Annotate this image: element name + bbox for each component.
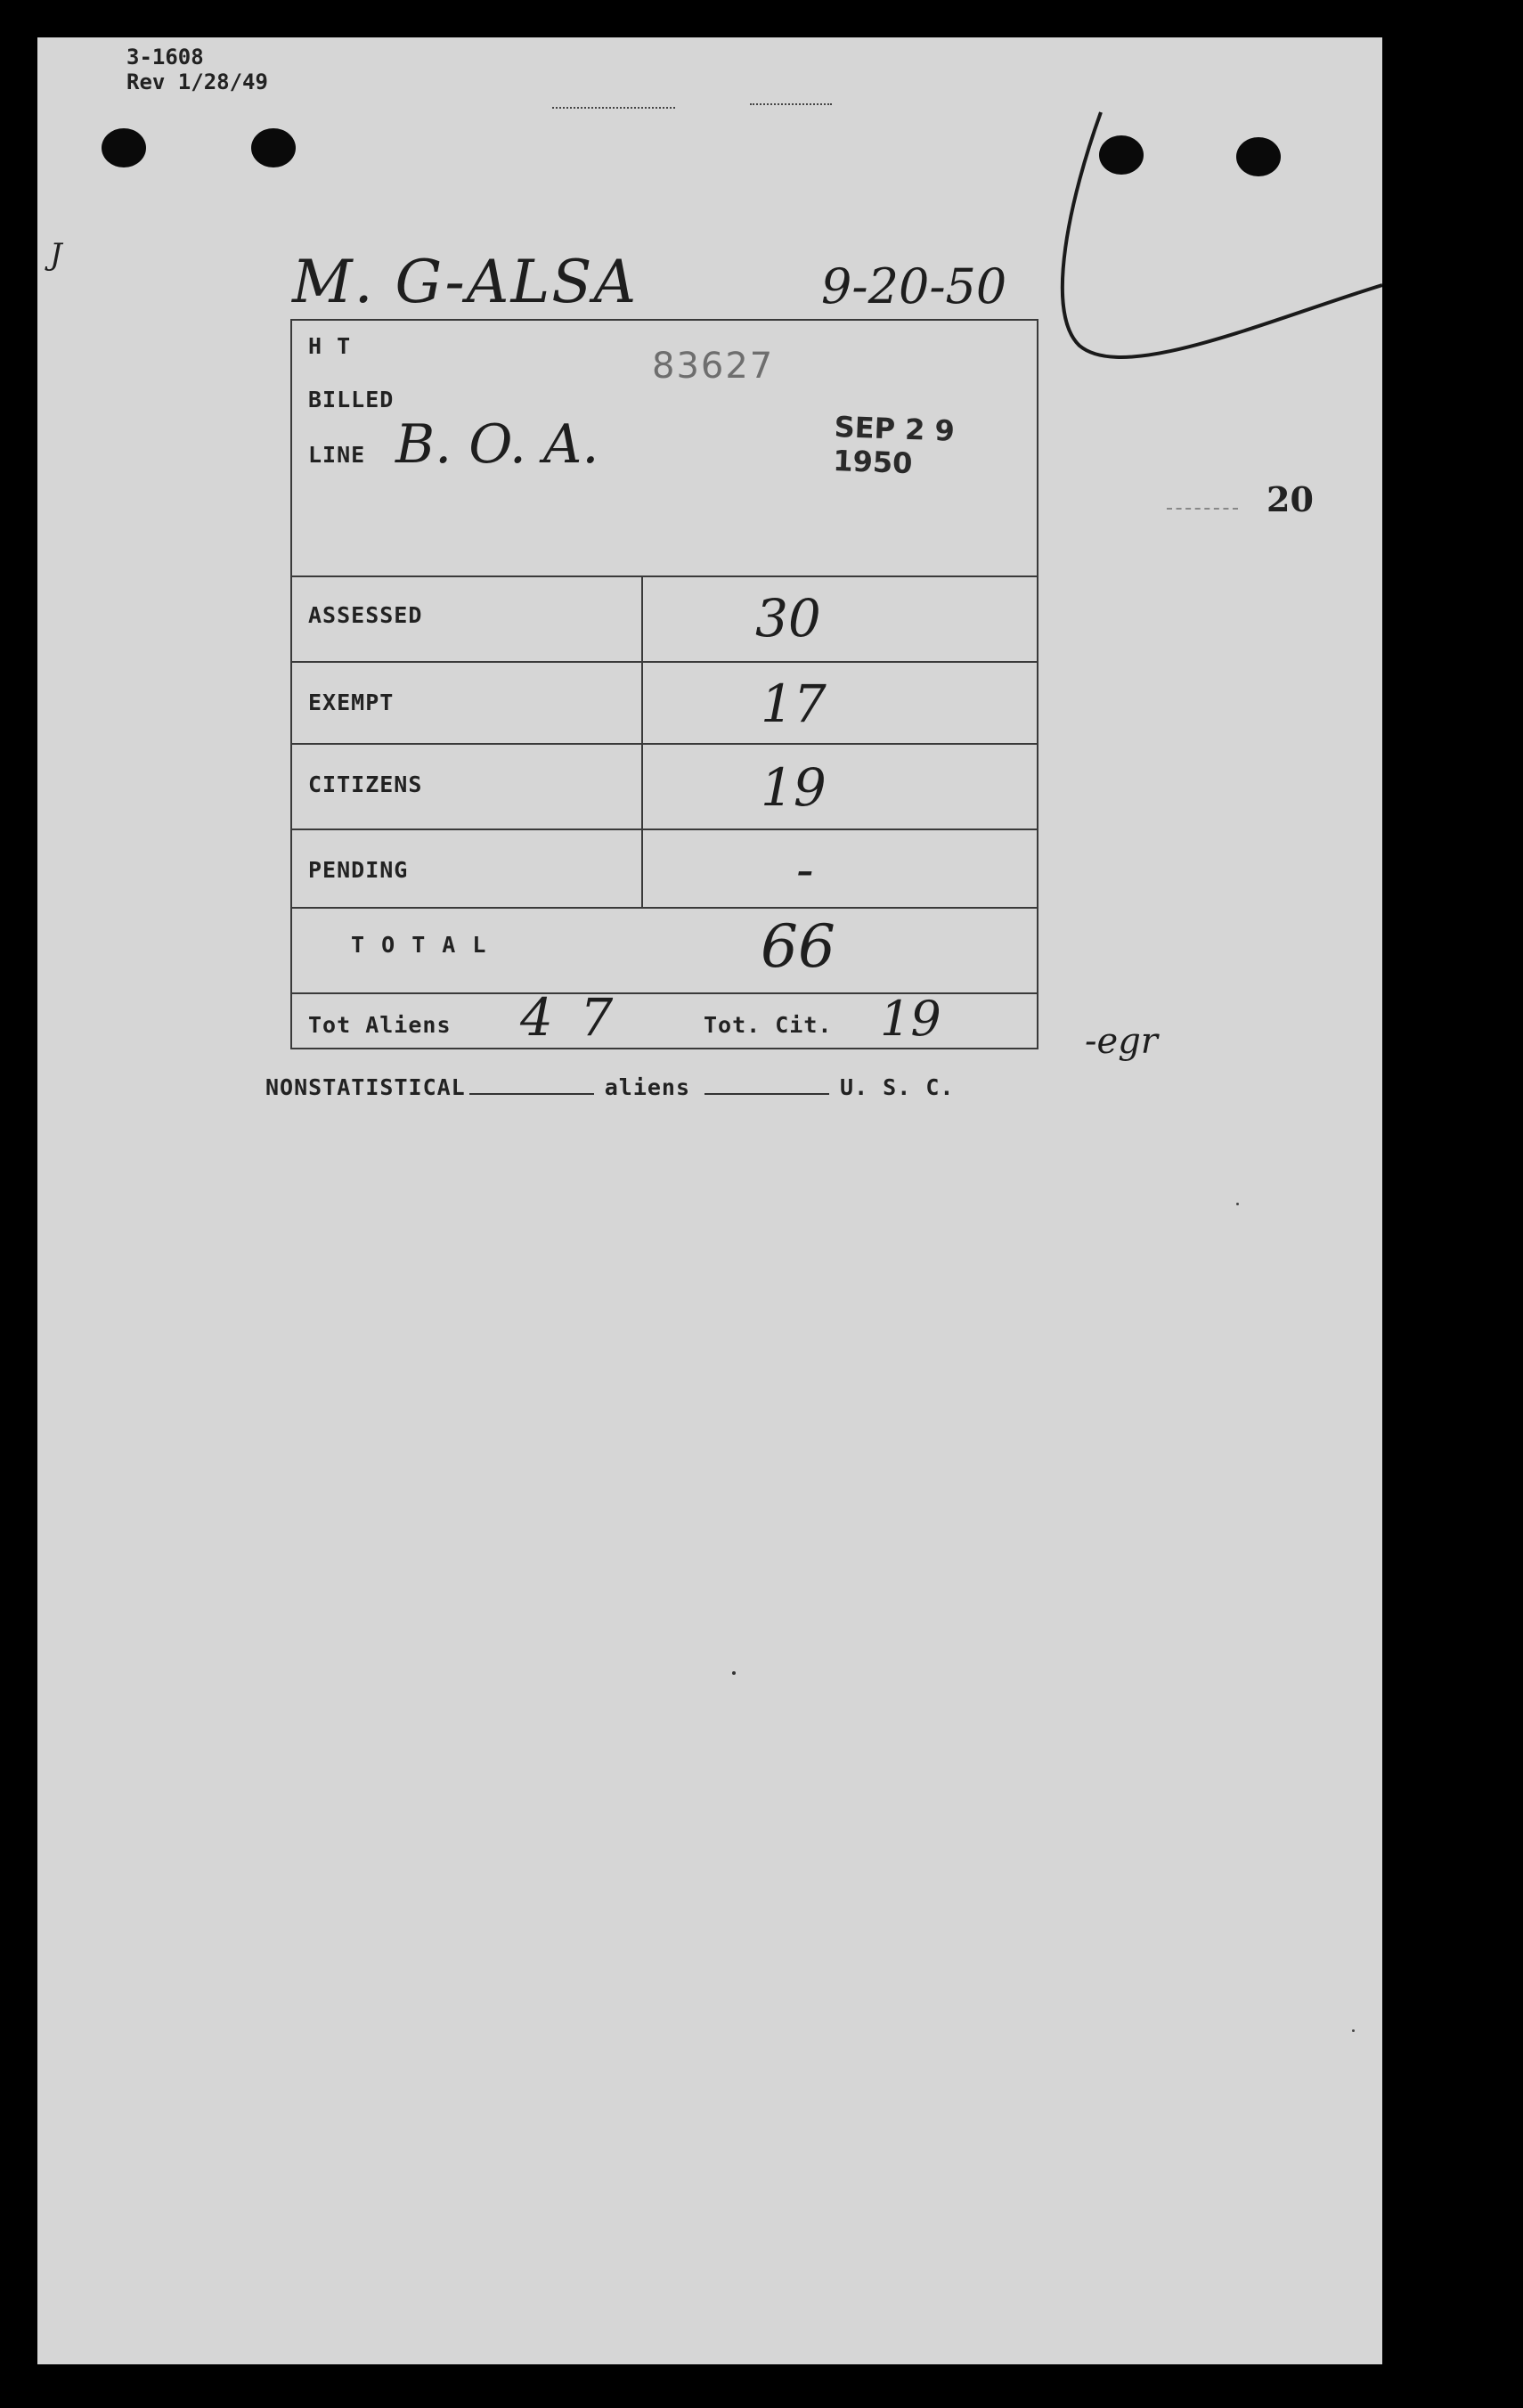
speck xyxy=(1352,2029,1355,2032)
document-page xyxy=(37,37,1382,2364)
form-number-block xyxy=(126,45,268,94)
count-value: - xyxy=(796,839,814,900)
count-label: ASSESSED xyxy=(308,602,423,628)
date-stamp: SEP 2 9 1950 xyxy=(832,410,956,481)
speck xyxy=(732,1671,736,1675)
line-value: B. O. A. xyxy=(395,413,599,476)
page-number: 20 xyxy=(1266,479,1314,519)
punch-hole xyxy=(251,128,296,167)
tot-aliens-label: Tot Aliens xyxy=(308,1012,452,1038)
form-number: 3-1608 xyxy=(126,45,204,69)
total-value: 66 xyxy=(761,912,835,981)
count-row xyxy=(292,743,1037,829)
count-row xyxy=(292,829,1037,907)
count-value: 17 xyxy=(761,673,827,734)
count-row xyxy=(292,575,1037,661)
billed-label: BILLED xyxy=(308,387,395,412)
count-value: 30 xyxy=(755,588,821,649)
page-number-dash xyxy=(1167,508,1238,510)
handwritten-curve xyxy=(1044,107,1382,401)
tot-cit-value: 19 xyxy=(880,991,941,1047)
vessel-name: M. G-ALSA xyxy=(292,248,639,316)
count-value: 19 xyxy=(761,757,827,818)
blank-line xyxy=(704,1093,829,1095)
nonstatistical-line xyxy=(265,1074,954,1100)
count-label: EXEMPT xyxy=(308,690,395,715)
side-mark: J xyxy=(50,237,62,273)
punch-hole xyxy=(102,128,146,167)
nonstat-usc-label: U. S. C. xyxy=(840,1074,955,1100)
tot-cit-label: Tot. Cit. xyxy=(704,1012,833,1038)
top-dash-mark xyxy=(552,107,675,109)
header-date: 9-20-50 xyxy=(821,258,1007,314)
tot-aliens-value: 4 7 xyxy=(520,987,619,1048)
count-row xyxy=(292,661,1037,743)
nonstat-label: NONSTATISTICAL xyxy=(265,1074,466,1100)
top-dash-mark xyxy=(750,103,832,105)
tally-form xyxy=(290,319,1038,1049)
line-label: LINE xyxy=(308,442,366,468)
form-revision: Rev 1/28/49 xyxy=(126,69,268,94)
serial-number: 83627 xyxy=(652,346,775,387)
total-label: T O T A L xyxy=(351,932,488,958)
nonstat-aliens-label: aliens xyxy=(604,1074,691,1100)
count-label: PENDING xyxy=(308,857,409,883)
count-label: CITIZENS xyxy=(308,771,423,797)
speck xyxy=(1236,1203,1239,1205)
initials: -egr xyxy=(1085,1021,1158,1062)
blank-line xyxy=(469,1093,594,1095)
total-row xyxy=(292,907,1037,992)
ht-label: H T xyxy=(308,333,352,359)
